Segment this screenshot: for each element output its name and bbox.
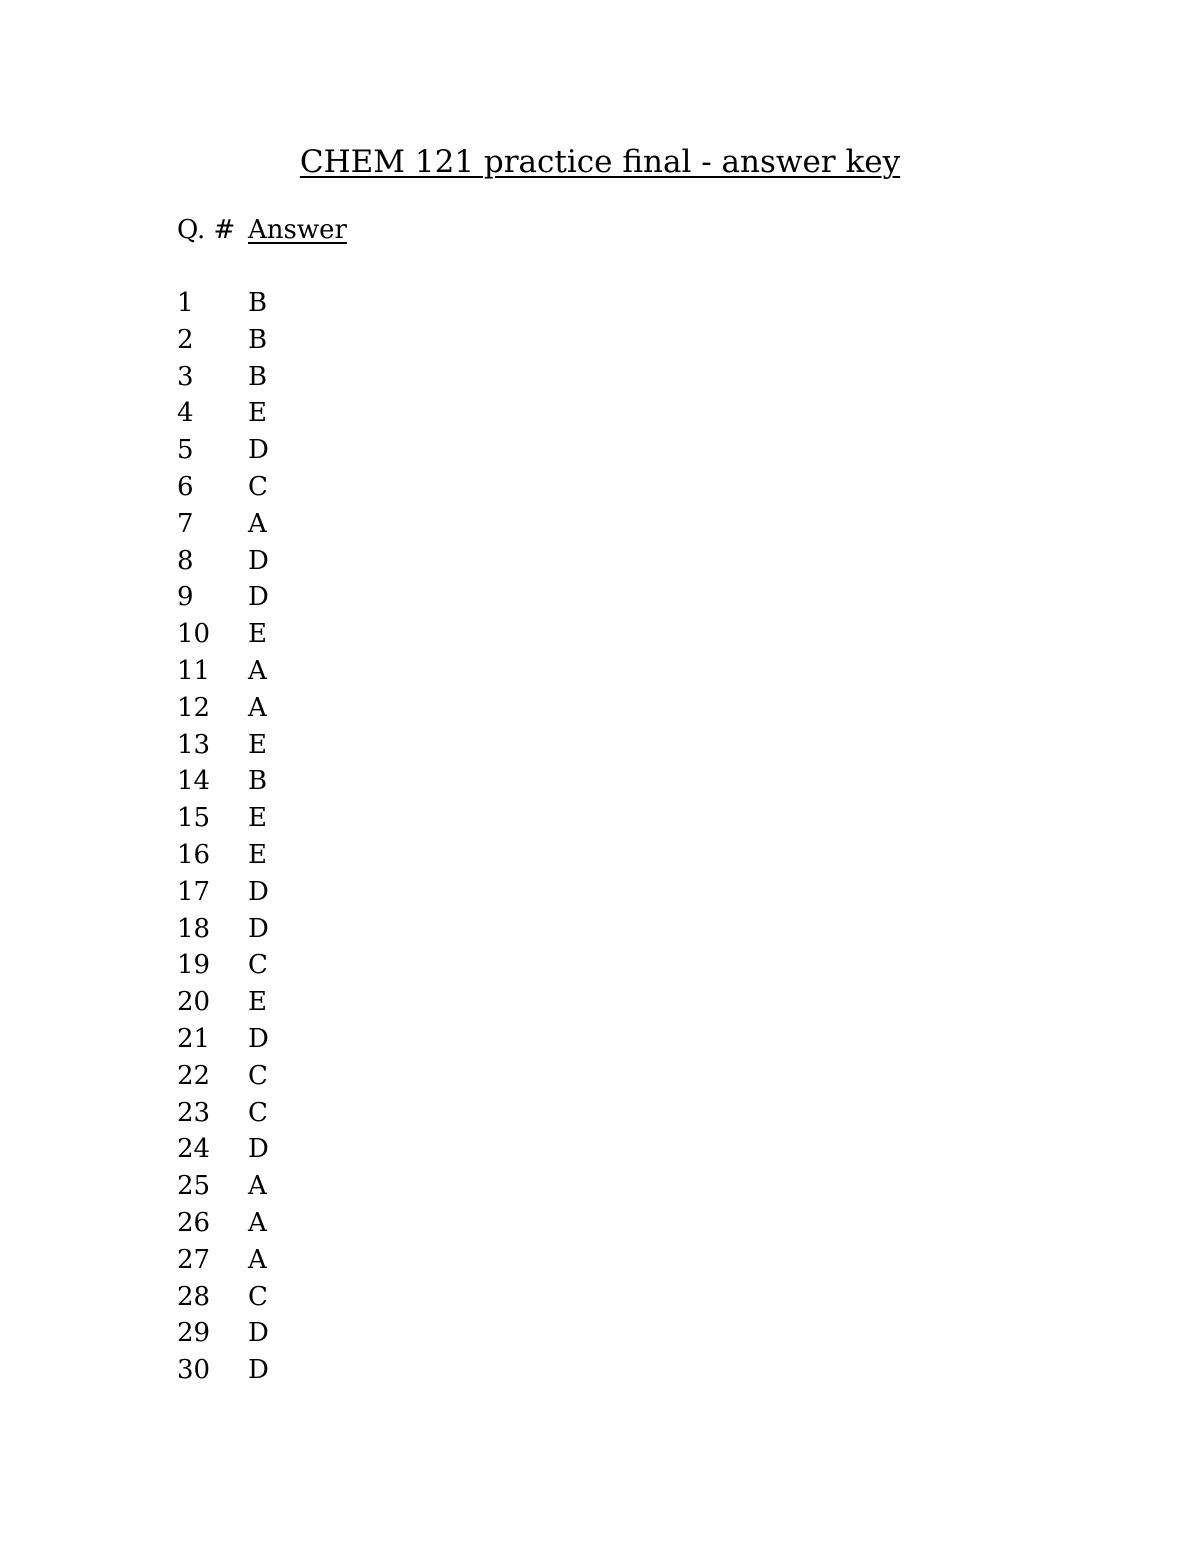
answer-letter: E — [248, 398, 267, 429]
answer-row — [177, 469, 269, 506]
answer-letter: D — [248, 582, 269, 613]
answer-row — [177, 432, 269, 469]
question-number: 27 — [177, 1244, 211, 1275]
answer-row — [177, 543, 269, 580]
question-number: 1 — [177, 288, 194, 318]
answer-letter: A — [248, 1244, 267, 1275]
question-number: 2 — [177, 324, 194, 355]
answer-letter: A — [248, 692, 267, 723]
answer-row — [177, 1352, 269, 1389]
answer-letter: C — [248, 1060, 268, 1091]
answer-row — [177, 1095, 269, 1132]
page-title — [0, 142, 1200, 182]
answer-row — [177, 763, 269, 800]
answer-row — [177, 727, 269, 764]
question-number: 6 — [177, 471, 194, 502]
page-title-text: CHEM 121 practice final - answer key — [299, 144, 901, 180]
answer-letter: D — [248, 435, 269, 466]
question-number: 15 — [177, 803, 211, 834]
question-number: 20 — [177, 987, 211, 1018]
answer-letter: C — [248, 1281, 268, 1312]
question-number: 23 — [177, 1097, 211, 1128]
question-column-header: Q. # — [177, 215, 236, 245]
question-number: 19 — [177, 950, 211, 981]
answer-row — [177, 579, 269, 616]
answer-row — [177, 1205, 269, 1242]
answer-letter: A — [248, 1207, 267, 1238]
answer-row — [177, 1131, 269, 1168]
question-number: 21 — [177, 1023, 211, 1054]
answer-row — [177, 690, 269, 727]
question-number: 30 — [177, 1355, 211, 1386]
answer-letter: E — [248, 839, 267, 870]
answer-letter: A — [248, 1171, 267, 1202]
answer-column-header: Answer — [248, 215, 347, 245]
answer-list — [177, 285, 269, 1389]
answer-row — [177, 1279, 269, 1316]
question-number: 28 — [177, 1281, 211, 1312]
answer-row — [177, 395, 269, 432]
answer-letter: D — [248, 1134, 269, 1165]
question-number: 26 — [177, 1207, 211, 1238]
answer-row — [177, 1021, 269, 1058]
answer-letter: A — [248, 508, 267, 539]
question-number: 17 — [177, 876, 211, 907]
answer-row — [177, 506, 269, 543]
question-number: 13 — [177, 729, 211, 760]
column-header — [177, 212, 347, 248]
answer-letter: D — [248, 913, 269, 944]
answer-letter: C — [248, 950, 268, 981]
answer-row — [177, 1168, 269, 1205]
answer-row — [177, 947, 269, 984]
question-number: 22 — [177, 1060, 211, 1091]
question-number: 9 — [177, 582, 194, 613]
question-number: 12 — [177, 692, 211, 723]
answer-letter: D — [248, 545, 269, 576]
answer-row — [177, 800, 269, 837]
answer-row — [177, 616, 269, 653]
question-number: 7 — [177, 508, 194, 539]
question-number: 18 — [177, 913, 211, 944]
answer-row — [177, 1315, 269, 1352]
answer-letter: D — [248, 1023, 269, 1054]
question-number: 8 — [177, 545, 194, 576]
answer-row — [177, 359, 269, 396]
answer-letter: C — [248, 1097, 268, 1128]
answer-letter: B — [248, 361, 268, 392]
answer-letter: E — [248, 619, 267, 650]
question-number: 24 — [177, 1134, 211, 1165]
question-number: 11 — [177, 655, 211, 686]
answer-row — [177, 653, 269, 690]
question-number: 3 — [177, 361, 194, 392]
answer-row — [177, 285, 269, 322]
question-number: 25 — [177, 1171, 211, 1202]
answer-row — [177, 837, 269, 874]
question-number: 29 — [177, 1318, 211, 1349]
answer-row — [177, 984, 269, 1021]
question-number: 16 — [177, 839, 211, 870]
answer-letter: D — [248, 876, 269, 907]
answer-letter: D — [248, 1318, 269, 1349]
answer-letter: B — [248, 324, 268, 355]
answer-row — [177, 911, 269, 948]
answer-letter: C — [248, 471, 268, 502]
answer-letter: B — [248, 288, 268, 318]
answer-letter: E — [248, 987, 267, 1018]
question-number: 10 — [177, 619, 211, 650]
answer-row — [177, 1242, 269, 1279]
question-number: 4 — [177, 398, 194, 429]
answer-row — [177, 874, 269, 911]
question-number: 14 — [177, 766, 211, 797]
answer-row — [177, 322, 269, 359]
answer-letter: B — [248, 766, 268, 797]
answer-letter: D — [248, 1355, 269, 1386]
answer-letter: A — [248, 655, 267, 686]
question-number: 5 — [177, 435, 194, 466]
answer-letter: E — [248, 729, 267, 760]
answer-letter: E — [248, 803, 267, 834]
answer-row — [177, 1058, 269, 1095]
